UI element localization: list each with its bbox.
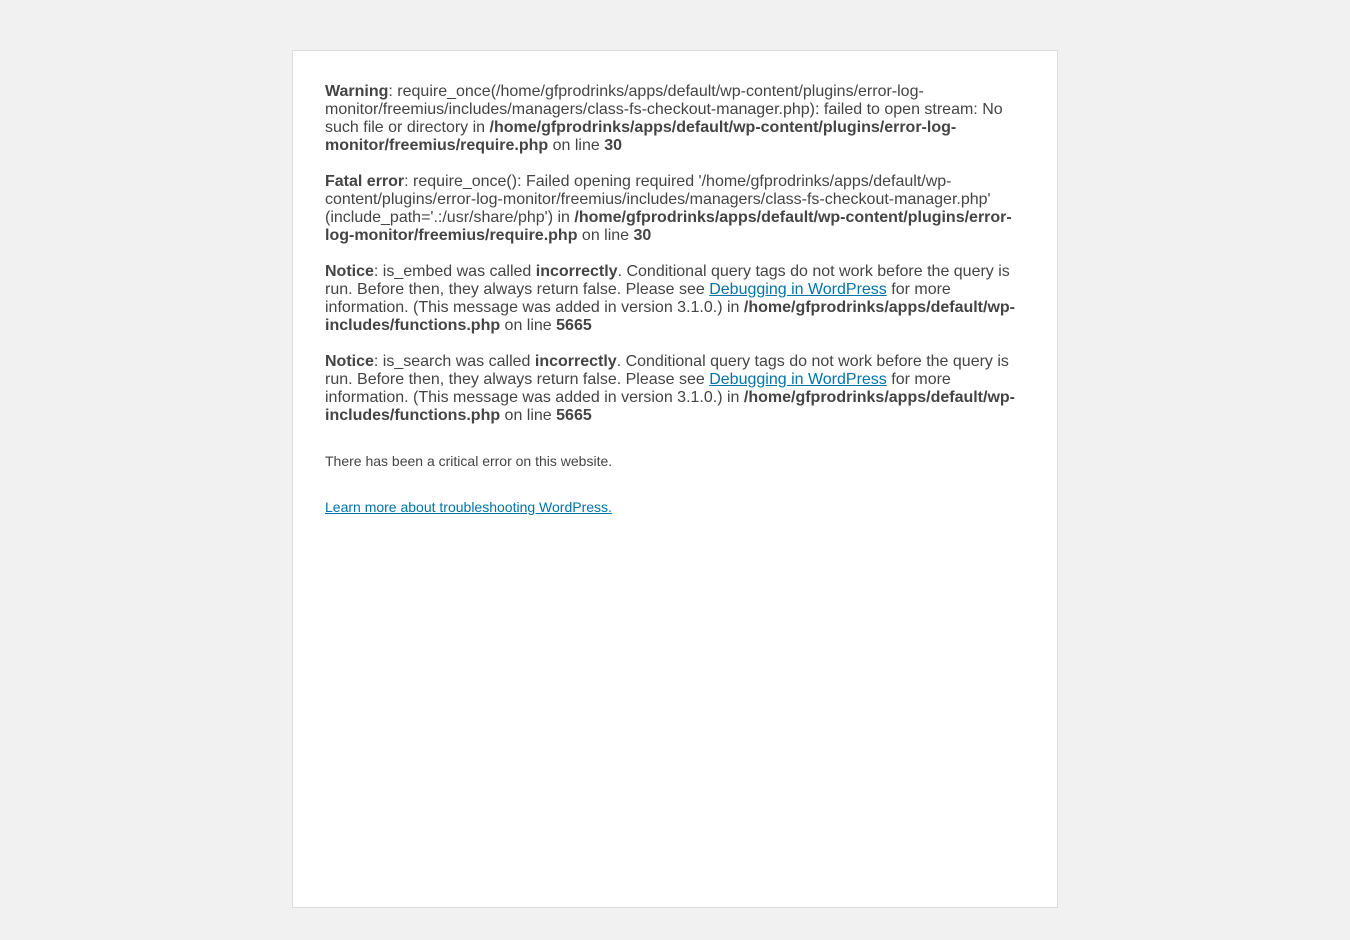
notice-embed-line: 5665 <box>556 317 592 334</box>
fatal-text: : require_once(): Failed opening required '/home/gfprodrinks/apps/default/wp-content/plugins/error-log-monitor/freemius/includes/managers/class-fs-checkout-manager.php' (include_path='.:/usr/share/php') in <box>325 173 991 226</box>
warning-text: : require_once(/home/gfprodrinks/apps/default/wp-content/plugins/error-log-monitor/freemius/includes/managers/class-fs-checkout-manager.php): failed to open stream: No such file or directory in <box>325 83 1003 136</box>
notice-embed-text1: : is_embed was called <box>373 263 536 280</box>
notice-search-text3: for more information. (This message was added in version 3.1.0.) in <box>325 371 951 406</box>
notice-embed-text3: for more information. (This message was added in version 3.1.0.) in <box>325 281 951 316</box>
fatal-label: Fatal error <box>325 173 405 190</box>
php-notice-is-search <box>325 353 1025 425</box>
notice-search-line: 5665 <box>556 407 592 424</box>
notice-search-online: on line <box>500 407 557 424</box>
fatal-file: /home/gfprodrinks/apps/default/wp-content/plugins/error-log-monitor/freemius/require.php <box>325 209 1012 244</box>
warning-line: 30 <box>604 137 622 154</box>
notice-search-text1: : is_search was called <box>373 353 535 370</box>
warning-label: Warning <box>325 83 389 100</box>
notice-embed-emph: incorrectly <box>535 263 618 280</box>
php-warning <box>325 83 1025 155</box>
php-fatal-error <box>325 173 1025 245</box>
notice-embed-file: /home/gfprodrinks/apps/default/wp-includes/functions.php <box>325 299 1015 334</box>
critical-error-message: There has been a critical error on this website. <box>325 453 613 469</box>
notice-embed-text2: . Conditional query tags do not work before the query is run. Before then, they always return false. Please see <box>325 263 1010 298</box>
php-notice-is-embed <box>325 263 1025 335</box>
fatal-line: 30 <box>633 227 652 244</box>
notice-search-text2: . Conditional query tags do not work before the query is run. Before then, they always return false. Please see <box>325 353 1009 388</box>
notice-embed-label: Notice <box>325 263 374 280</box>
error-page <box>292 50 1058 908</box>
troubleshooting-link[interactable]: Learn more about troubleshooting WordPress. <box>325 499 612 515</box>
notice-embed-online: on line <box>500 317 557 334</box>
warning-online: on line <box>548 137 605 154</box>
troubleshooting-paragraph <box>325 497 1025 517</box>
notice-search-label: Notice <box>325 353 374 370</box>
warning-file: /home/gfprodrinks/apps/default/wp-content/plugins/error-log-monitor/freemius/require.php <box>325 119 957 154</box>
debugging-link-search[interactable]: Debugging in WordPress <box>709 371 887 388</box>
notice-search-file: /home/gfprodrinks/apps/default/wp-includes/functions.php <box>325 389 1015 424</box>
debugging-link-embed[interactable]: Debugging in WordPress <box>709 281 887 298</box>
notice-search-emph: incorrectly <box>534 353 617 370</box>
fatal-online: on line <box>577 227 634 244</box>
